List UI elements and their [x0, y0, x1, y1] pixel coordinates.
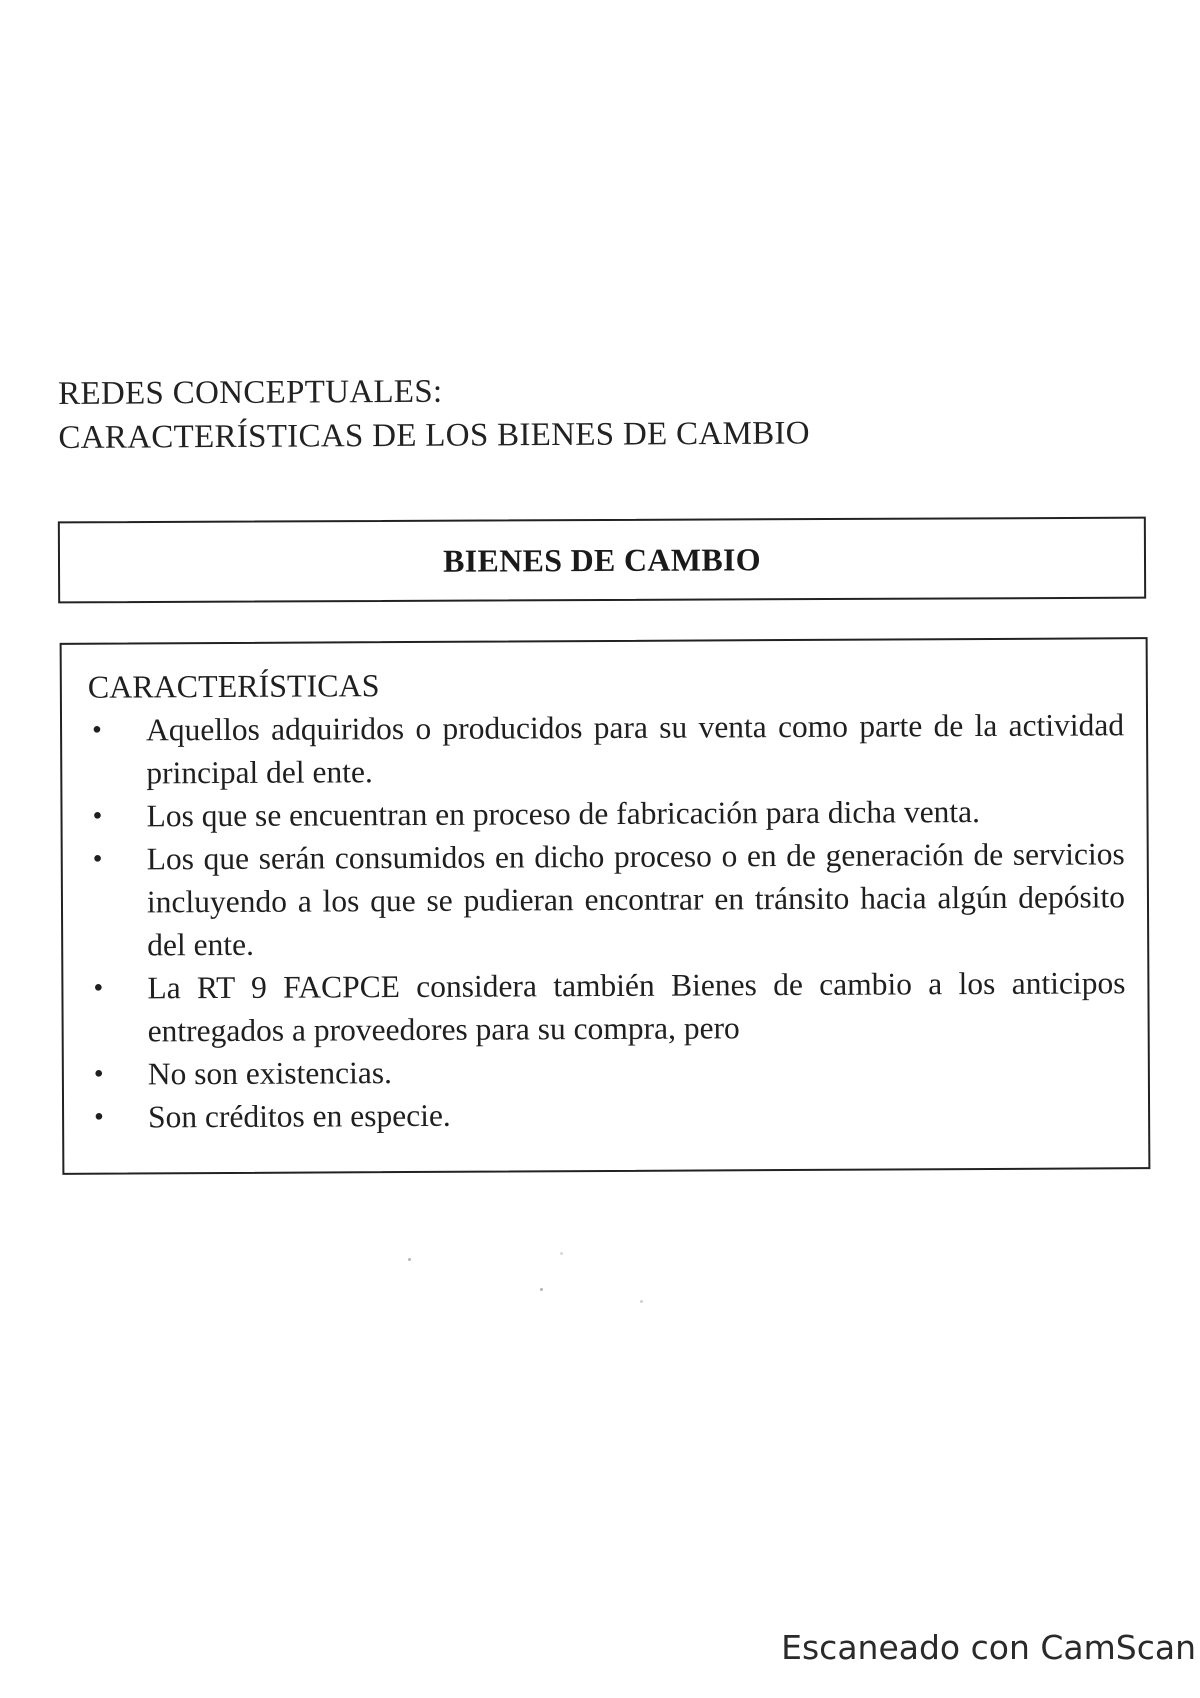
bullet-icon: • — [94, 1101, 104, 1133]
scan-speckle — [560, 1252, 563, 1255]
bullet-icon: • — [91, 714, 102, 746]
characteristics-list — [88, 703, 1126, 1138]
title-box — [58, 517, 1146, 604]
list-item-text: La RT 9 FACPCE considera también Bienes de cambio a los anticipos entregados a proveedores para su compra, pero — [147, 965, 1126, 1049]
scan-speckle — [540, 1288, 543, 1291]
list-item — [88, 703, 1124, 794]
list-item-text: Los que se encuentran en proceso de fabricación para dicha venta. — [146, 794, 981, 834]
list-item — [88, 789, 1124, 837]
scan-speckle — [408, 1258, 411, 1261]
list-item-text: Los que serán consumidos en dicho proceso o en de generación de servicios incluyendo a los que se pudieran encontrar en tránsito hacia algún depósito del ente. — [146, 836, 1126, 963]
list-item — [89, 961, 1125, 1052]
bullet-icon: • — [92, 843, 103, 875]
bullet-icon: • — [93, 972, 104, 1004]
characteristics-box — [60, 637, 1151, 1175]
scan-speckle — [640, 1300, 643, 1303]
list-item-text: Son créditos en especie. — [148, 1097, 451, 1135]
list-item-text: Aquellos adquiridos o producidos para su venta como parte de la actividad principal del ente. — [145, 707, 1125, 791]
bullet-icon: • — [93, 1058, 104, 1090]
list-item — [90, 1090, 1126, 1138]
section-label: CARACTERÍSTICAS — [87, 667, 380, 705]
page-heading — [58, 367, 810, 460]
list-item — [89, 832, 1126, 966]
list-item — [90, 1047, 1126, 1095]
heading-line-2: CARACTERÍSTICAS DE LOS BIENES DE CAMBIO — [58, 415, 810, 456]
title-box-text: BIENES DE CAMBIO — [443, 540, 761, 579]
heading-line-1: REDES CONCEPTUALES: — [58, 373, 443, 412]
list-item-text: No son existencias. — [147, 1055, 393, 1092]
bullet-icon: • — [92, 800, 103, 832]
scanner-watermark: Escaneado con CamScan — [781, 1628, 1196, 1667]
